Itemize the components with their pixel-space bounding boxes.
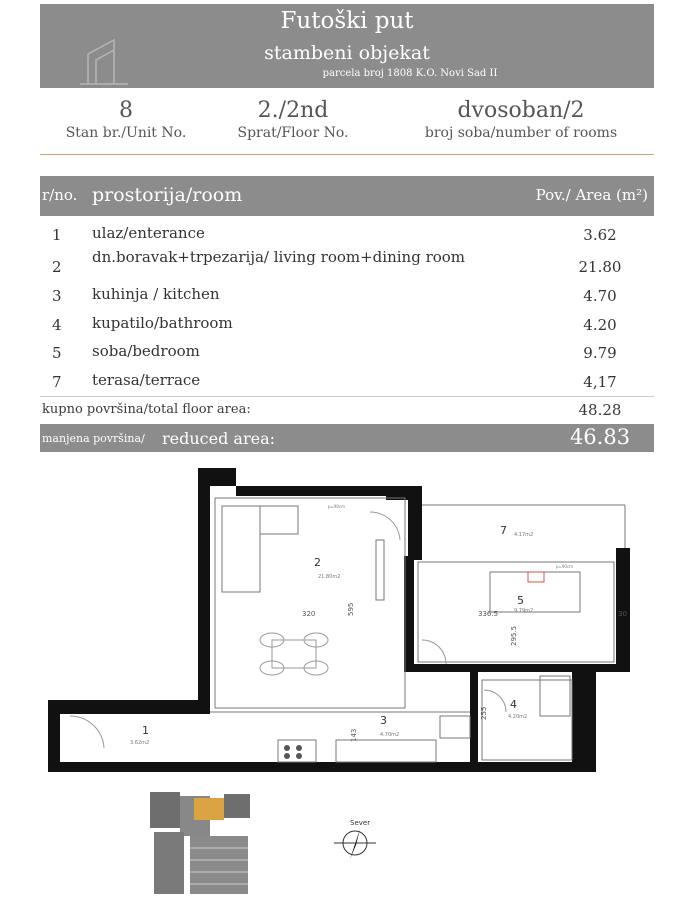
- plan-walls: [48, 468, 630, 772]
- plan-room-3-no: 3: [380, 714, 387, 727]
- col-area-header: Pov./ Area (m²): [535, 186, 648, 204]
- building-key-map: [150, 788, 260, 898]
- row-room: kupatilo/bathroom: [92, 314, 233, 332]
- reduced-area-row: [40, 424, 654, 452]
- total-area-label: kupno površina/total floor area:: [42, 402, 251, 417]
- row-no: 2: [52, 258, 62, 276]
- col-room-header: prostorija/room: [92, 184, 243, 206]
- rooms-label: broj soba/number of rooms: [424, 125, 618, 141]
- plan-room-4-no: 4: [510, 698, 517, 711]
- reduced-area-label-small: manjena površina/: [42, 432, 145, 445]
- table-header: [40, 176, 654, 216]
- row-room: soba/bedroom: [92, 342, 200, 360]
- unit-number-block: [46, 98, 206, 141]
- door-label-2: p=90cm: [556, 564, 574, 569]
- unit-info: [40, 98, 654, 155]
- floor-number: 2./2nd: [257, 98, 329, 123]
- floor-plan: [0, 455, 692, 785]
- plan-room-5-no: 5: [517, 594, 524, 607]
- plan-room-3-area: 4.70m2: [380, 732, 400, 738]
- dim-595: 595: [347, 602, 355, 616]
- north-label: Sever: [350, 819, 371, 827]
- col-no-header: r/no.: [42, 186, 78, 204]
- dim-295: 295.5: [510, 625, 518, 646]
- reduced-area-label: reduced area:: [162, 429, 276, 448]
- rooms-block: [396, 98, 646, 141]
- parcel-info: parcela broj 1808 K.O. Novi Sad II: [322, 68, 498, 79]
- plan-room-1-area: 3.62m2: [130, 740, 150, 746]
- dim-30: 30: [618, 610, 627, 618]
- north-arrow-icon: [320, 815, 390, 865]
- unit-number: 8: [119, 98, 133, 123]
- unit-number-label: Stan br./Unit No.: [65, 125, 187, 141]
- row-area: 3.62: [583, 226, 617, 244]
- plan-room-5-area: 9.79m2: [514, 608, 534, 614]
- plan-room-2-area: 21.80m2: [318, 574, 341, 580]
- row-no: 1: [52, 226, 62, 244]
- plan-room-4-area: 4.20m2: [508, 714, 528, 720]
- row-no: 3: [52, 287, 62, 305]
- plan-room-1-no: 1: [142, 724, 149, 737]
- row-area: 4.70: [583, 287, 617, 305]
- total-area-row: [40, 396, 654, 421]
- project-subtitle: stambeni objekat: [264, 42, 430, 64]
- row-area: 21.80: [578, 258, 622, 276]
- project-title: Futoški put: [280, 8, 414, 34]
- rooms-number: dvosoban/2: [457, 98, 585, 123]
- row-room: terasa/terrace: [92, 371, 201, 389]
- plan-room-2-no: 2: [314, 556, 321, 569]
- project-header: [40, 4, 654, 88]
- total-area-value: 48.28: [578, 401, 622, 419]
- row-room: kuhinja / kitchen: [92, 285, 220, 303]
- plan-room-7-no: 7: [500, 524, 507, 537]
- floor-block: [218, 98, 368, 141]
- row-no: 7: [52, 373, 62, 391]
- floor-label: Sprat/Floor No.: [237, 125, 349, 141]
- row-area: 9.79: [583, 344, 617, 362]
- row-area: 4,17: [583, 373, 617, 391]
- row-area: 4.20: [583, 316, 617, 334]
- row-room: ulaz/enterance: [92, 224, 205, 242]
- row-room: dn.boravak+trpezarija/ living room+dining room: [92, 248, 466, 266]
- row-no: 5: [52, 344, 62, 362]
- door-label-1: p=90cm: [328, 504, 346, 509]
- row-no: 4: [52, 316, 62, 334]
- dim-320: 320: [302, 610, 316, 618]
- plan-room-7-area: 4.17m2: [514, 532, 534, 538]
- dim-336: 336.5: [478, 610, 499, 618]
- dim-255: 255: [480, 706, 488, 720]
- reduced-area-value: 46.83: [569, 425, 631, 449]
- dining-table-icon: [260, 633, 328, 675]
- dim-143: 143: [350, 728, 358, 742]
